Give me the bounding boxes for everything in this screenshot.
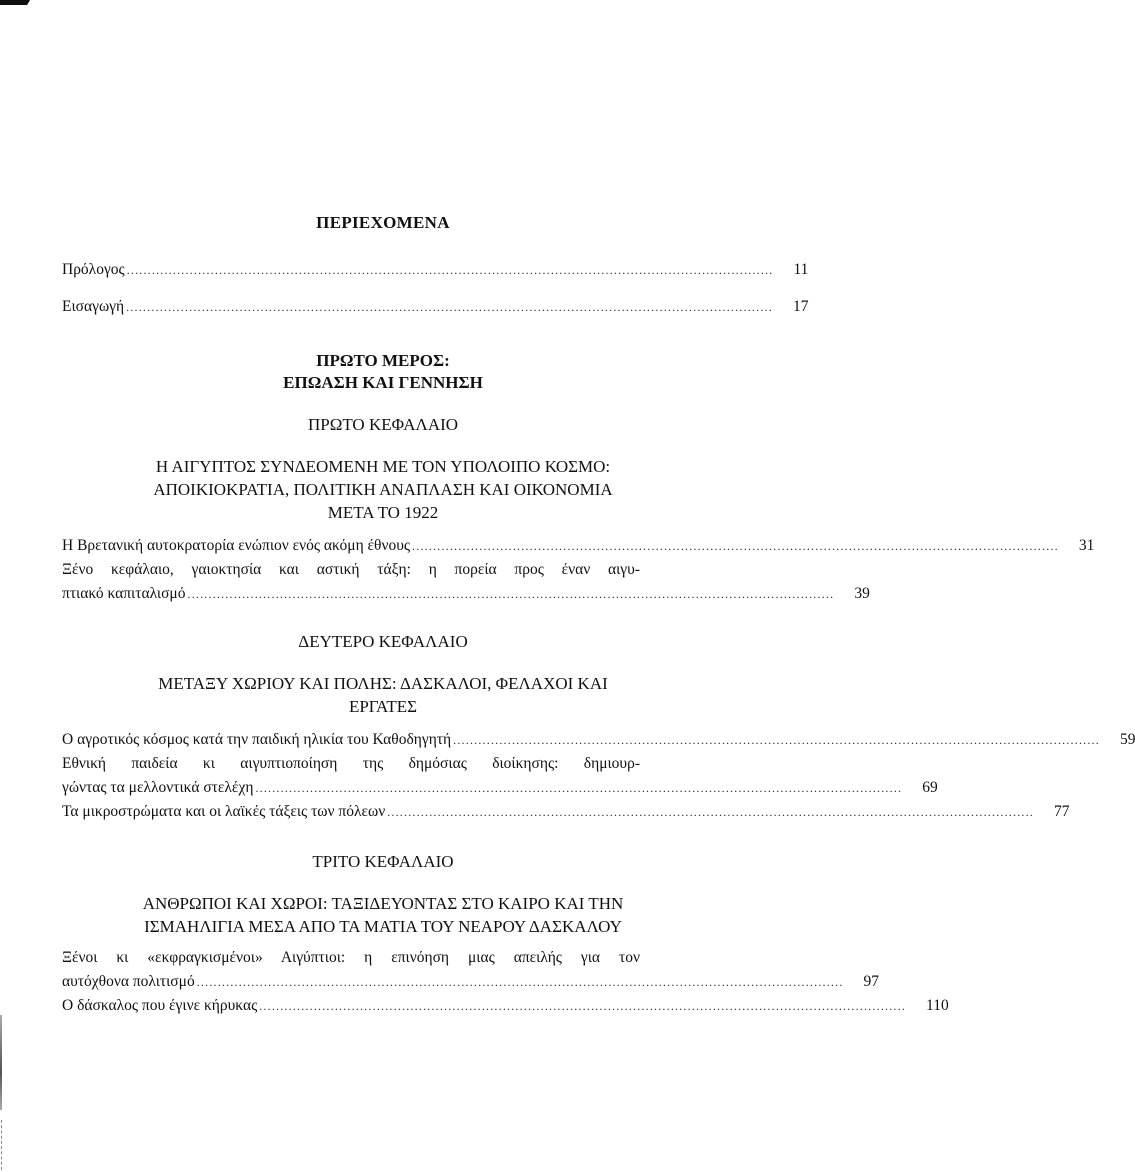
chapter-title-line: ΜΕΤΑΞΥ ΧΩΡΙΟΥ ΚΑΙ ΠΟΛΗΣ: ΔΑΣΚΑΛΟΙ, ΦΕΛΑΧΟΙ ΚΑΙ — [158, 674, 608, 693]
part-title-line-2: ΕΠΩΑΣΗ ΚΑΙ ΓΕΝΝΗΣΗ — [283, 373, 483, 392]
chapter-label: ΔΕΥΤΕΡΟ ΚΕΦΑΛΑΙΟ — [298, 632, 468, 651]
leader-dots: .......................................................................................................................................................... — [259, 999, 907, 1013]
leader-dots: .......................................................................................................................................................... — [255, 781, 903, 795]
scan-artifact-top — [0, 0, 30, 5]
page-number: 110 — [926, 997, 949, 1014]
page-number: 39 — [854, 585, 870, 602]
entry-label: Ξένοι κι «εκφραγκισμένοι» Αιγύπτιοι: η επινόηση μιας απειλής για τον — [62, 949, 640, 966]
leader-dots: .......................................................................................................................................................... — [196, 975, 844, 989]
leader-dots: .......................................................................................................................................................... — [412, 539, 1059, 553]
page-number: 77 — [1054, 803, 1070, 820]
chapter-title-line: ΑΠΟΙΚΙΟΚΡΑΤΙΑ, ΠΟΛΙΤΙΚΗ ΑΝΑΠΛΑΣΗ ΚΑΙ ΟΙΚΟΝΟΜΙΑ — [153, 480, 613, 499]
toc-entry[interactable] — [62, 558, 870, 606]
entry-label-continued: πτιακό καπιταλισμό — [62, 585, 186, 602]
chapter-label: ΤΡΙΤΟ ΚΕΦΑΛΑΙΟ — [312, 852, 454, 871]
chapter-title-line: ΕΡΓΑΤΕΣ — [348, 697, 418, 716]
leader-dots: .......................................................................................................................................................... — [126, 263, 774, 277]
chapter-label: ΠΡΩΤΟ ΚΕΦΑΛΑΙΟ — [307, 415, 459, 434]
page-title: ΠΕΡΙΕΧΟΜΕΝΑ — [316, 213, 450, 232]
entry-label-continued: αυτόχθονα πολιτισμό — [62, 973, 195, 990]
toc-entry-introduction[interactable] — [62, 295, 809, 319]
toc-entry[interactable] — [62, 534, 1095, 558]
page-number: 31 — [1078, 537, 1095, 554]
chapter-title-line: Η ΑΙΓΥΠΤΟΣ ΣΥΝΔΕΟΜΕΝΗ ΜΕ ΤΟΝ ΥΠΟΛΟΙΠΟ ΚΟΣΜΟ: — [155, 457, 611, 476]
scan-artifact-left — [0, 1015, 2, 1110]
toc-entry[interactable] — [62, 994, 949, 1018]
leader-dots: .......................................................................................................................................................... — [453, 733, 1100, 747]
toc-entry-prologue[interactable] — [62, 258, 809, 282]
toc-entry[interactable] — [62, 728, 1135, 752]
leader-dots: .......................................................................................................................................................... — [387, 805, 1035, 819]
page-number: 59 — [1119, 731, 1135, 748]
toc-entry[interactable] — [62, 946, 880, 994]
entry-label: Εθνική παιδεία κι αιγυπτιοποίηση της δημόσιας διοίκησης: δημιουρ- — [62, 755, 640, 772]
entry-label: Ο δάσκαλος που έγινε κήρυκας — [62, 997, 258, 1014]
chapter-title-line: ΜΕΤΑ ΤΟ 1922 — [327, 503, 439, 522]
chapter-title-line: ΙΣΜΑΗΛΙΓΙΑ ΜΕΣΑ ΑΠΟ ΤΑ ΜΑΤΙΑ ΤΟΥ ΝΕΑΡΟΥ ΔΑΣΚΑΛΟΥ — [144, 917, 622, 936]
chapter-title-line: ΑΝΘΡΩΠΟΙ ΚΑΙ ΧΩΡΟΙ: ΤΑΞΙΔΕΥΟΝΤΑΣ ΣΤΟ ΚΑΙΡΟ ΚΑΙ ΤΗΝ — [142, 894, 624, 913]
leader-dots: .......................................................................................................................................................... — [187, 587, 835, 601]
toc-entry[interactable] — [62, 752, 938, 800]
part-title-line-1: ΠΡΩΤΟ ΜΕΡΟΣ: — [316, 351, 450, 370]
page-number: 11 — [793, 261, 809, 278]
entry-label: Ξένο κεφάλαιο, γαιοκτησία και αστική τάξη: η πορεία προς έναν αιγυ- — [62, 561, 640, 578]
page-number: 17 — [792, 298, 809, 315]
scan-artifact-left-dashed — [1, 1120, 3, 1170]
page-number: 69 — [922, 779, 938, 796]
entry-label: Τα μικροστρώματα και οι λαϊκές τάξεις των πόλεων — [62, 803, 386, 820]
entry-label: Πρόλογος — [62, 261, 125, 278]
toc-entry[interactable] — [62, 800, 1070, 824]
entry-label: Εισαγωγή — [62, 298, 125, 315]
page-number: 97 — [863, 973, 880, 990]
entry-label: Η Βρετανική αυτοκρατορία ενώπιον ενός ακόμη έθνους — [62, 537, 411, 554]
entry-label-continued: γώντας τα μελλοντικά στελέχη — [62, 779, 254, 796]
entry-label: Ο αγροτικός κόσμος κατά την παιδική ηλικία του Καθοδηγητή — [62, 731, 452, 748]
leader-dots: .......................................................................................................................................................... — [126, 300, 773, 314]
